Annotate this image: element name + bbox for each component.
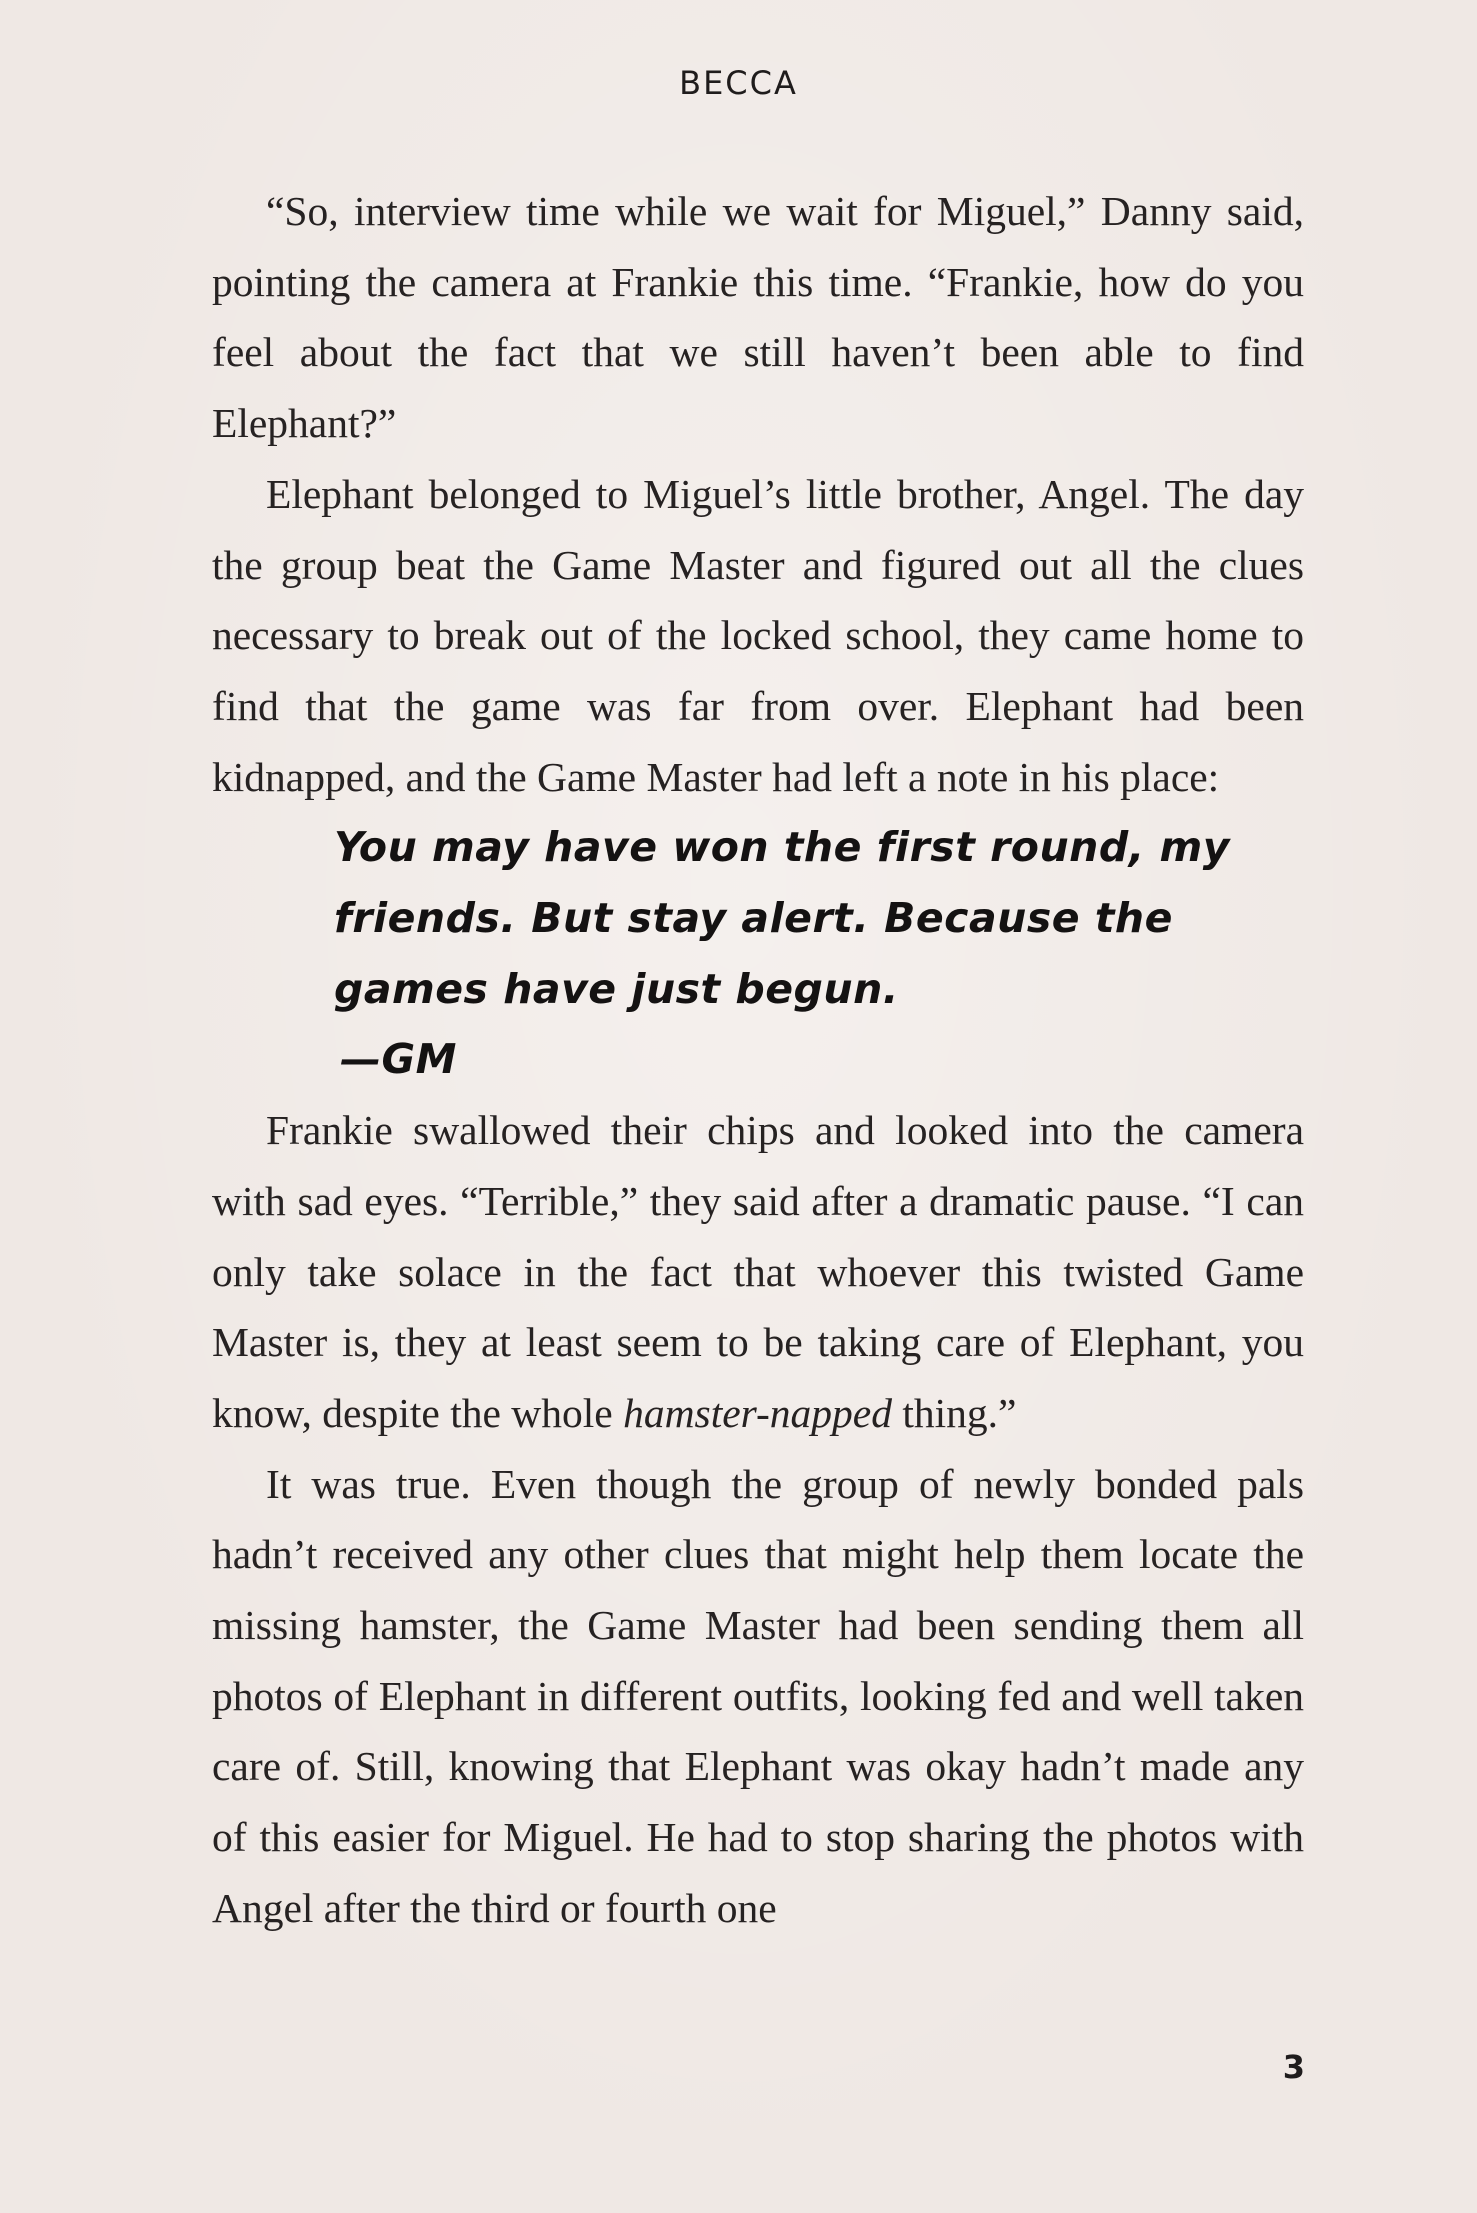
page-number: 3 bbox=[1282, 2048, 1305, 2086]
paragraph: Elephant belonged to Miguel’s little brother, Angel. The day the group beat the Game Master and figured out all the clues necessary to break out of the locked school, they came home to find that the game was far from over. Elephant had been kidnapped, and the Game Master had left a note in his place: bbox=[212, 470, 1304, 800]
paragraph: “So, interview time while we wait for Miguel,” Danny said, pointing the camera at Frankie this time. “Frankie, how do you feel about the fact that we still haven’t been able to find Elephant?” bbox=[212, 188, 1304, 447]
game-master-note bbox=[212, 812, 1304, 1095]
paragraph-text: thing.” bbox=[891, 1389, 1017, 1436]
running-head: BECCA bbox=[679, 64, 798, 102]
paragraph: It was true. Even though the group of newly bonded pals hadn’t received any other clues that might help them locate the missing hamster, the Game Master had been sending them all photos of Elephant in different outfits, looking fed and well taken care of. Still, knowing that Elephant was okay hadn’t made any of this easier for Miguel. He had to stop sharing the photos with Angel after the third or fourth one bbox=[212, 1460, 1304, 1931]
note-signature: —GM bbox=[340, 1035, 457, 1084]
note-text: You may have won the first round, my friends. But stay alert. Because the games have just begun. bbox=[334, 823, 1230, 1013]
paragraph bbox=[212, 1095, 1304, 1449]
emphasis-text: hamster-napped bbox=[623, 1389, 892, 1436]
paragraph-text: Frankie swallowed their chips and looked into the camera with sad eyes. “Terrible,” they said after a dramatic pause. “I can only take solace in the fact that whoever this twisted Game Master is, they at least seem to be taking care of Elephant, you know, despite the whole bbox=[212, 1107, 1304, 1436]
body-text bbox=[212, 176, 1304, 1944]
